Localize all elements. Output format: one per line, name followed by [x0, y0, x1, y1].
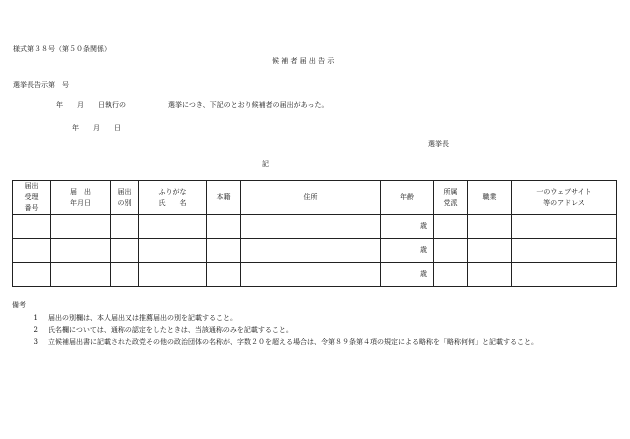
age-unit: 歳: [381, 239, 434, 263]
age-unit: 歳: [381, 215, 434, 239]
note-item: [12, 312, 622, 324]
col-website: 一のウェブサイト 等のアドレス: [512, 181, 617, 215]
note-item: [12, 336, 622, 348]
notice-number: 選挙長告示第 号: [13, 81, 69, 89]
col-party: 所属 党派: [434, 181, 468, 215]
note-text: 立候補届出書に記載された政党その他の政治団体の名称が、字数２０を超える場合は、令第８９条第４項の規定による略称を「略称何何」と記載すること。: [48, 338, 538, 346]
note-number: 3: [33, 338, 38, 346]
age-unit: 歳: [381, 263, 434, 287]
notice-date: 年 月 日: [72, 124, 121, 132]
notes-section: [12, 299, 622, 348]
note-number: 2: [33, 326, 38, 334]
notice-statement: 年 月 日執行の 選挙につき、下記のとおり候補者の届出があった。: [56, 101, 329, 109]
form-number: 様式第３８号（第５０条関係）: [13, 45, 111, 53]
col-name: ふりがな 氏 名: [139, 181, 207, 215]
note-text: 届出の別欄は、本人届出又は推薦届出の別を記載すること。: [48, 314, 237, 322]
table-row: [13, 263, 617, 287]
col-occupation: 職業: [468, 181, 512, 215]
ki-label: 記: [262, 160, 269, 168]
col-address: 住所: [241, 181, 381, 215]
page-title: 候 補 者 届 出 告 示: [272, 57, 335, 65]
table-row: [13, 239, 617, 263]
table-header-row: [13, 181, 617, 215]
col-age: 年齢: [381, 181, 434, 215]
note-item: [12, 324, 622, 336]
signature-label: 選挙長: [428, 140, 449, 148]
candidate-table: [12, 180, 617, 287]
note-number: 1: [33, 314, 38, 322]
table-row: [13, 215, 617, 239]
note-text: 氏名欄については、通称の認定をしたときは、当該通称のみを記載すること。: [48, 326, 293, 334]
col-filing-type: 届出 の別: [111, 181, 139, 215]
col-domicile: 本籍: [207, 181, 241, 215]
col-filing-date: 届 出 年月日: [51, 181, 111, 215]
col-receipt-number: 届出 受理 番号: [13, 181, 51, 215]
notes-heading: 備考: [12, 301, 26, 309]
